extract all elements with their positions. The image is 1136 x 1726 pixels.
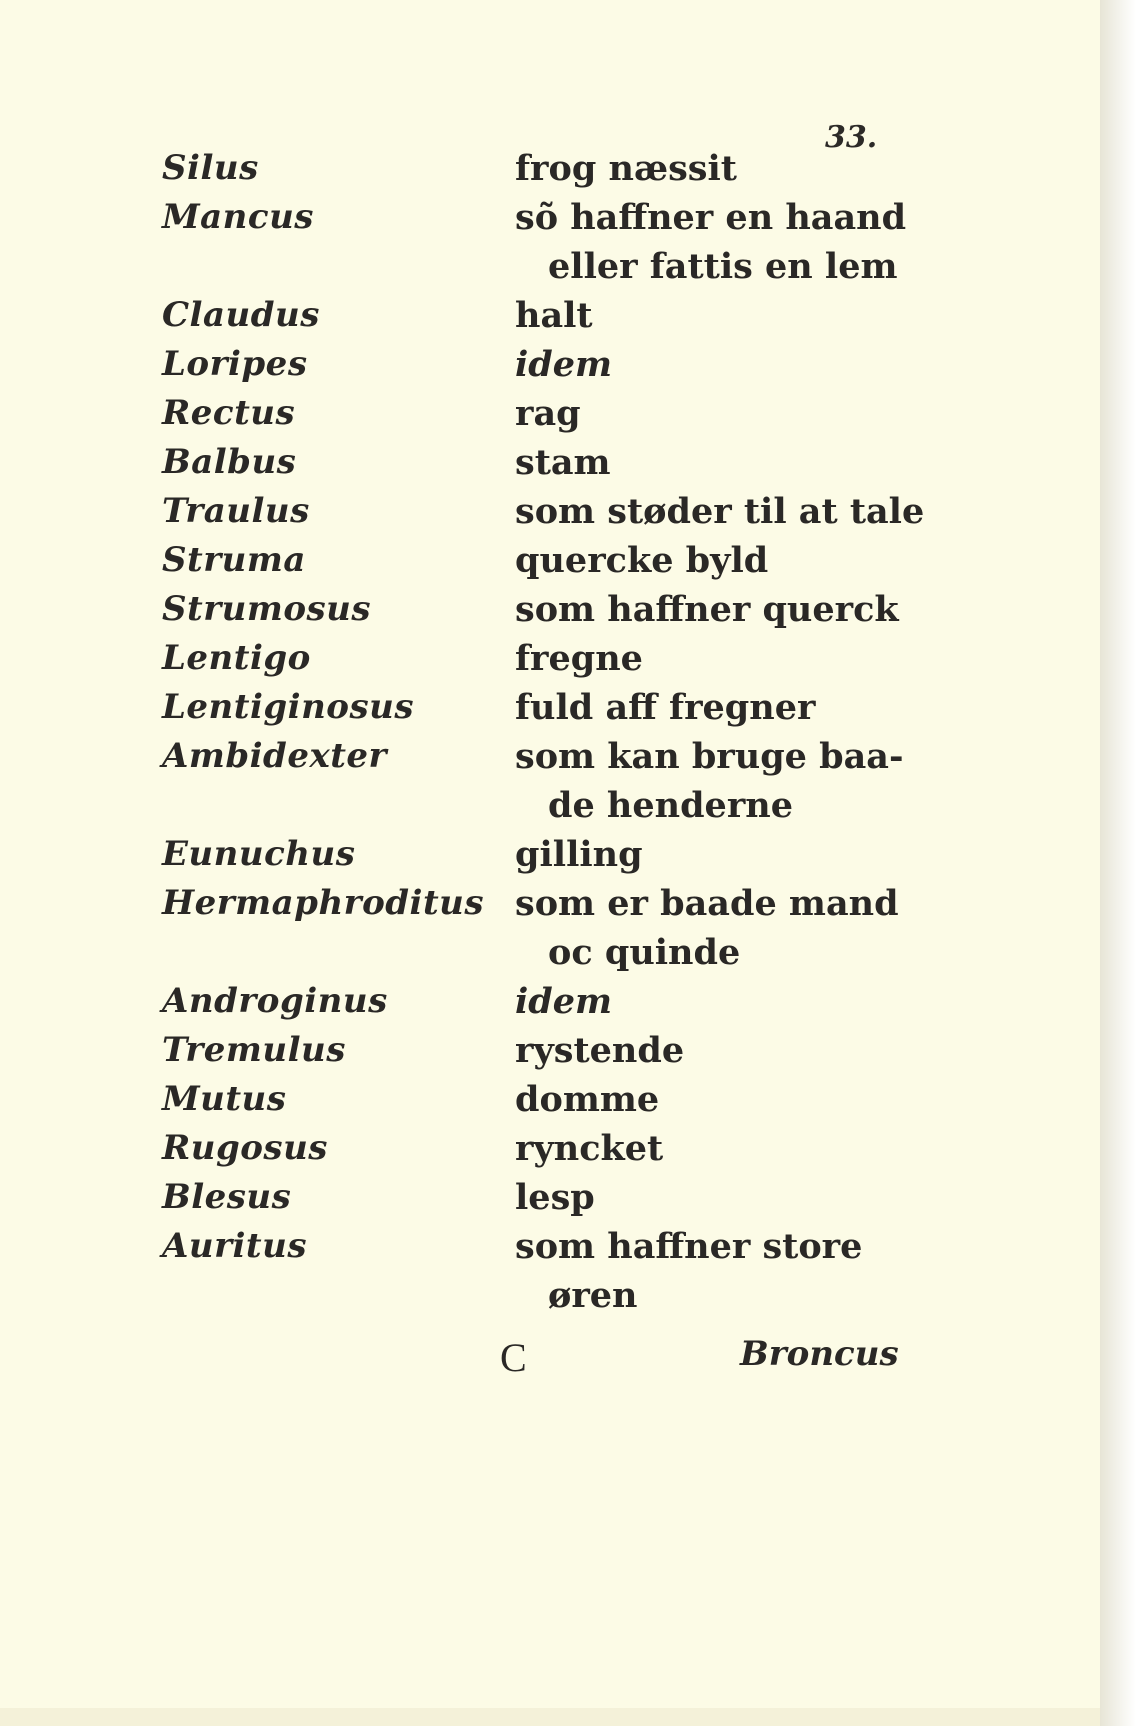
danish-gloss: idem: [515, 981, 613, 1022]
danish-gloss: som kan bruge baa-: [515, 736, 904, 777]
latin-term: Rugosus: [162, 1128, 328, 1168]
danish-gloss: frog næssit: [515, 148, 737, 189]
page-edge-shadow: [1100, 0, 1136, 1726]
latin-term: Lentigo: [162, 638, 311, 678]
danish-gloss: quercke byld: [515, 540, 769, 581]
danish-gloss: domme: [515, 1079, 660, 1120]
latin-term: Mancus: [162, 197, 314, 237]
latin-term: Hermaphroditus: [162, 883, 485, 923]
latin-term: Strumosus: [162, 589, 372, 629]
danish-gloss: idem: [515, 344, 613, 385]
danish-gloss: gilling: [515, 834, 643, 875]
page-bottom-edge: [0, 1708, 1100, 1726]
latin-term: Rectus: [162, 393, 296, 433]
latin-term: Mutus: [162, 1079, 287, 1119]
danish-gloss-continuation: oc quinde: [548, 932, 741, 973]
latin-term: Lentiginosus: [162, 687, 414, 727]
danish-gloss: fuld aff fregner: [515, 687, 816, 728]
danish-gloss: ryncket: [515, 1128, 664, 1169]
danish-gloss: som er baade mand: [515, 883, 899, 924]
latin-term: Loripes: [162, 344, 308, 384]
danish-gloss-continuation: eller fattis en lem: [548, 246, 898, 287]
danish-gloss: lesp: [515, 1177, 595, 1218]
danish-gloss: som støder til at tale: [515, 491, 925, 532]
danish-gloss: som haffner store: [515, 1226, 863, 1267]
latin-term: Silus: [162, 148, 259, 188]
page-number: 33.: [825, 120, 878, 155]
danish-gloss-continuation: de henderne: [548, 785, 793, 826]
latin-term: Eunuchus: [162, 834, 356, 874]
danish-gloss: stam: [515, 442, 611, 483]
danish-gloss: som haffner querck: [515, 589, 899, 630]
latin-term: Claudus: [162, 295, 320, 335]
catchword: Broncus: [740, 1334, 899, 1374]
danish-gloss: sõ haffner en haand: [515, 197, 907, 238]
danish-gloss: rystende: [515, 1030, 685, 1071]
latin-term: Traulus: [162, 491, 310, 531]
latin-term: Struma: [162, 540, 306, 580]
danish-gloss-continuation: øren: [548, 1275, 638, 1316]
danish-gloss: fregne: [515, 638, 643, 679]
latin-term: Ambidexter: [162, 736, 387, 776]
latin-term: Auritus: [162, 1226, 307, 1266]
danish-gloss: rag: [515, 393, 581, 434]
latin-term: Blesus: [162, 1177, 292, 1217]
latin-term: Tremulus: [162, 1030, 346, 1070]
danish-gloss: halt: [515, 295, 593, 336]
latin-term: Androginus: [162, 981, 388, 1021]
latin-term: Balbus: [162, 442, 297, 482]
signature-mark: C: [500, 1335, 527, 1380]
